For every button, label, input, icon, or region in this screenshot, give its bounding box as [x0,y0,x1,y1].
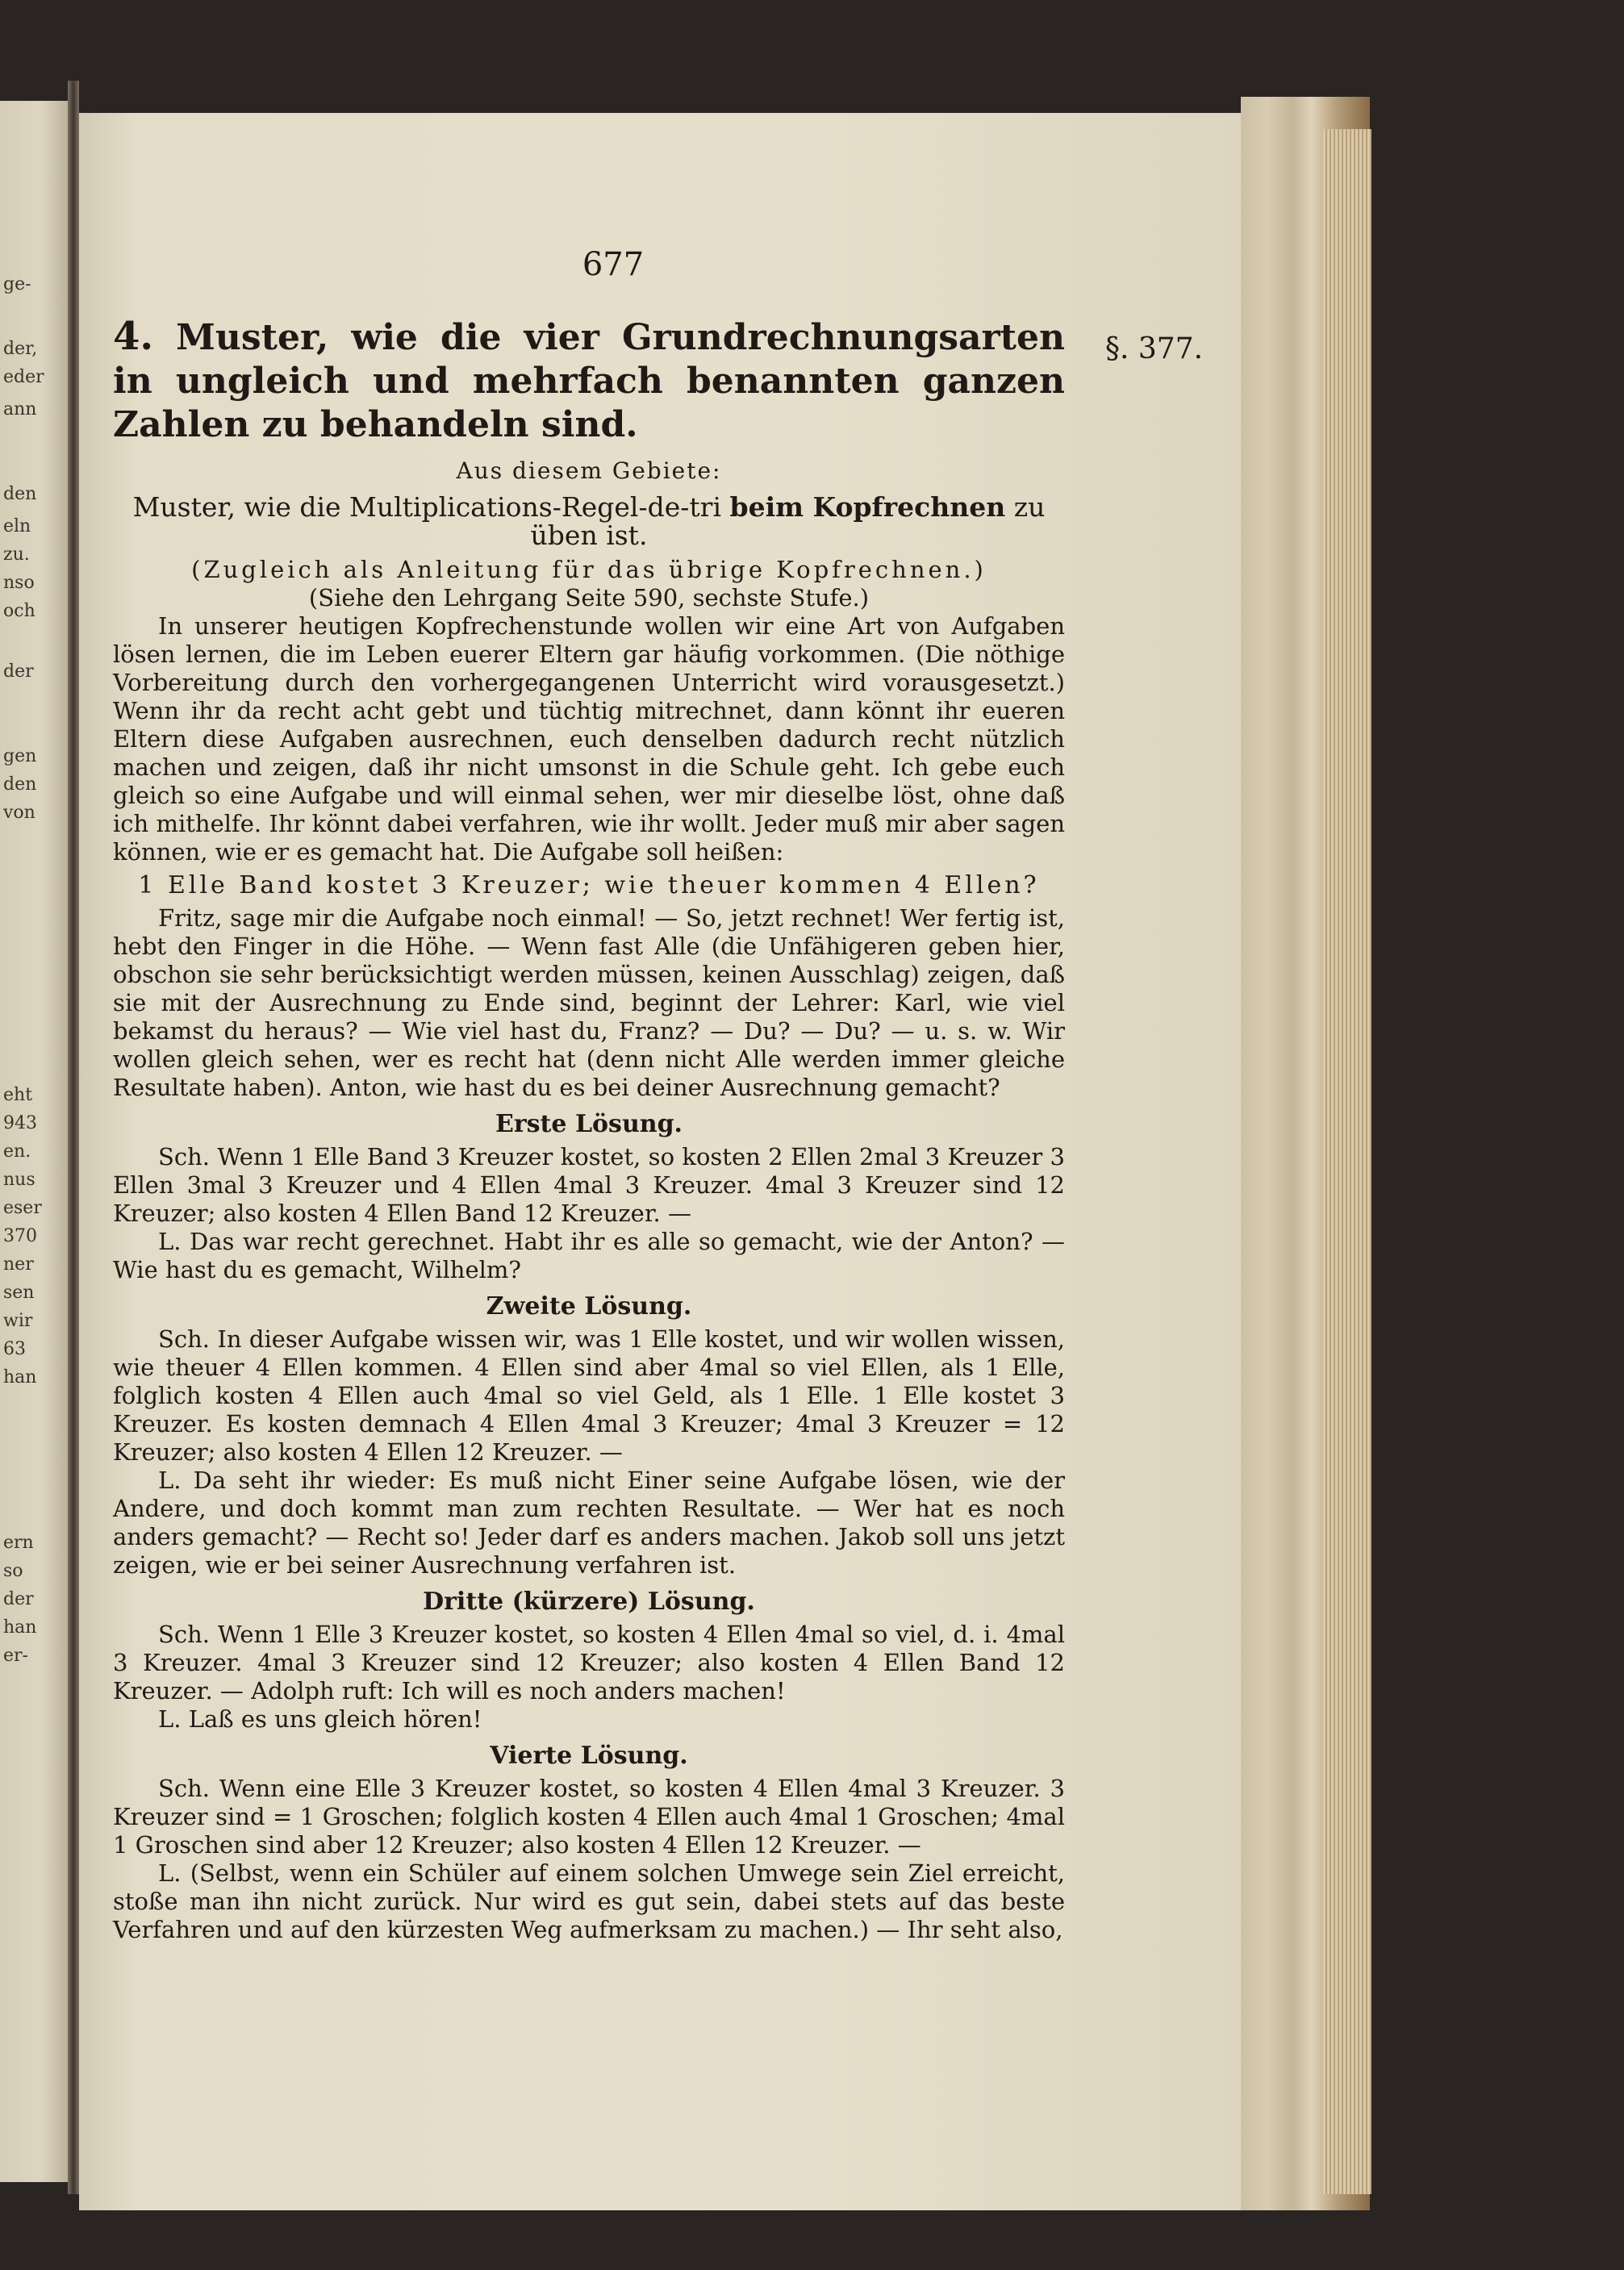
solution-block [113,1110,1065,1284]
left-page-fragment: nso [3,573,35,593]
left-page-fragment: 370 [3,1226,37,1246]
left-page-fragment: den [3,484,37,504]
note-reference: (Siehe den Lehrgang Seite 590, sechste Stufe.) [308,584,870,611]
subheading-intro: Aus diesem Gebiete: [456,457,722,484]
solution-paragraph: L. Da seht ihr wieder: Es muß nicht Einer seine Aufgabe lösen, wie der Andere, und doch kommt man zum rechten Resultate. — Wer hat es noch anders gemacht? — Recht so! Jeder darf es anders machen. Jakob soll uns jetzt zeigen, wie er bei seiner Ausrechnung verfahren ist. [113,1467,1065,1579]
dialogue-paragraph: Fritz, sage mir die Aufgabe noch einmal! — So, jetzt rechnet! Wer fertig ist, hebt den Finger in die Höhe. — Wenn fast Alle (die Unfähigeren geben hier, obschon sie sehr berücksichtigt werden müssen, keinen Ausschlag) zeigen, daß sie mit der Ausrechnung zu Ende sind, beginnt der Lehrer: Karl, wie viel bekamst du heraus? — Wie viel hast du, Franz? — Du? — Du? — u. s. w. Wir wollen gleich sehen, wer es recht hat (denn nicht Alle werden immer gleiche Resultate haben). Anton, wie hast du es bei deiner Ausrechnung gemacht? [113,904,1065,1101]
solution-paragraph: Sch. Wenn 1 Elle Band 3 Kreuzer kostet, so kosten 2 Ellen 2mal 3 Kreuzer 3 Ellen 3mal 3 Kreuzer und 4 Ellen 4mal 3 Kreuzer. 4mal 3 Kreuzer sind 12 Kreuzer; also kosten 4 Ellen Band 12 Kreuzer. — [113,1143,1065,1227]
left-page-fragment: der, [3,339,38,359]
left-page-fragment: ge- [3,274,31,294]
left-page-fragment: eser [3,1198,42,1218]
solution-paragraph: Sch. Wenn eine Elle 3 Kreuzer kostet, so kosten 4 Ellen 4mal 3 Kreuzer. 3 Kreuzer sind = 1 Groschen; folglich kosten 4 Ellen auch 4mal 1 Groschen; 4mal 1 Groschen sind aber 12 Kreuzer; also kosten 4 Ellen 12 Kreuzer. — [113,1775,1065,1859]
left-page-fragment: ner [3,1254,34,1275]
left-page-fragment: eln [3,516,31,536]
left-page-fragment: der [3,1589,34,1609]
subheading-part1: Muster, wie die Multiplications-Regel-de-tri [132,491,730,523]
subheading [113,493,1065,549]
left-page-edge [0,101,68,2182]
solution-title: Vierte Lösung. [490,1742,688,1770]
heading-number: 4. [113,314,154,359]
solution-title: Erste Lösung. [495,1110,683,1138]
solution-block [113,1588,1065,1734]
section-reference: §. 377. [1105,332,1204,365]
solution-block [113,1292,1065,1579]
subheading-part3: zu üben ist. [530,491,1046,551]
left-page-fragment: 943 [3,1113,37,1133]
left-page-fragment: 63 [3,1339,26,1359]
solution-paragraph: Sch. In dieser Aufgabe wissen wir, was 1 Elle kostet, und wir wollen wissen, wie theuer 4 Ellen kommen. 4 Ellen sind aber 4mal so viel Ellen, als 1 Elle, folglich kosten 4 Ellen auch 4mal so viel Geld, als 1 Elle. 1 Elle kostet 3 Kreuzer. Es kosten demnach 4 Ellen 4mal 3 Kreuzer; 4mal 3 Kreuzer = 12 Kreuzer; also kosten 4 Ellen 12 Kreuzer. — [113,1325,1065,1466]
heading-text: Muster, wie die vier Grundrechnungsarten in ungleich und mehrfach benannten ganzen Zahlen zu behandeln sind. [113,317,1065,445]
solution-paragraph: L. (Selbst, wenn ein Schüler auf einem solchen Umwege sein Ziel erreicht, stoße man ihn nicht zurück. Nur wird es gut sein, dabei stets auf das beste Verfahren und auf den kürzesten Weg aufmerksam zu machen.) — Ihr seht also, [113,1859,1065,1943]
solution-block [113,1742,1065,1944]
left-page-fragment: der [3,661,34,682]
intro-paragraph: In unserer heutigen Kopfrechenstunde wollen wir eine Art von Aufgaben lösen lernen, die im Leben euerer Eltern gar häufig vorkommen. (Die nöthige Vorbereitung durch den vorhergegangenen Unterricht wird vorausgesetzt.) Wenn ihr da recht acht gebt und tüchtig mitrechnet, dann könnt ihr eueren Eltern diese Aufgaben ausrechnen, euch denselben dadurch recht nützlich machen und zeigen, daß ihr nicht umsonst in die Schule geht. Ich gebe euch gleich so eine Aufgabe und will einmal sehen, wer mir dieselbe löst, ohne daß ich mithelfe. Ihr könnt dabei verfahren, wie ihr wollt. Jeder muß mir aber sagen können, wie er es gemacht hat. Die Aufgabe soll heißen: [113,612,1065,866]
subheading-emphasis: beim Kopfrechnen [729,491,1006,523]
left-page-fragment: eder [3,367,44,387]
page-block-edge [1323,129,1371,2194]
left-page-fragment: han [3,1617,37,1638]
solution-paragraph: L. Das war recht gerechnet. Habt ihr es alle so gemacht, wie der Anton? — Wie hast du es gemacht, Wilhelm? [113,1228,1065,1283]
left-page-fragment: wir [3,1311,33,1331]
left-page-fragment: ern [3,1533,34,1553]
page-number: 677 [582,246,645,283]
left-page-fragment: ann [3,399,37,419]
solution-title: Zweite Lösung. [486,1292,692,1321]
solutions [113,1110,1065,1944]
main-heading [113,315,1065,447]
left-page-fragment: von [3,803,35,823]
left-page-fragment: eht [3,1085,33,1105]
note-instruction: (Zugleich als Anleitung für das übrige Kopfrechnen.) [191,556,987,583]
left-page-fragment: so [3,1561,23,1581]
book-gutter [68,81,79,2194]
page-content [113,315,1065,1944]
problem-statement: 1 Elle Band kostet 3 Kreuzer; wie theuer kommen 4 Ellen? [138,871,1040,899]
left-page-fragment: han [3,1367,37,1387]
left-page-fragment: en. [3,1141,31,1162]
left-page-fragment: den [3,774,37,795]
left-page-fragment: och [3,601,35,621]
solution-title: Dritte (kürzere) Lösung. [423,1588,755,1616]
left-page-fragment: sen [3,1283,35,1303]
left-page-fragment: gen [3,746,37,766]
left-page-fragment: er- [3,1646,28,1666]
solution-paragraph: Sch. Wenn 1 Elle 3 Kreuzer kostet, so kosten 4 Ellen 4mal so viel, d. i. 4mal 3 Kreuzer. 4mal 3 Kreuzer sind 12 Kreuzer; also kosten 4 Ellen Band 12 Kreuzer. — Adolph ruft: Ich will es noch anders machen! [113,1621,1065,1705]
left-page-fragment: nus [3,1170,35,1190]
left-page-fragment: zu. [3,545,30,565]
solution-paragraph: L. Laß es uns gleich hören! [158,1705,482,1733]
